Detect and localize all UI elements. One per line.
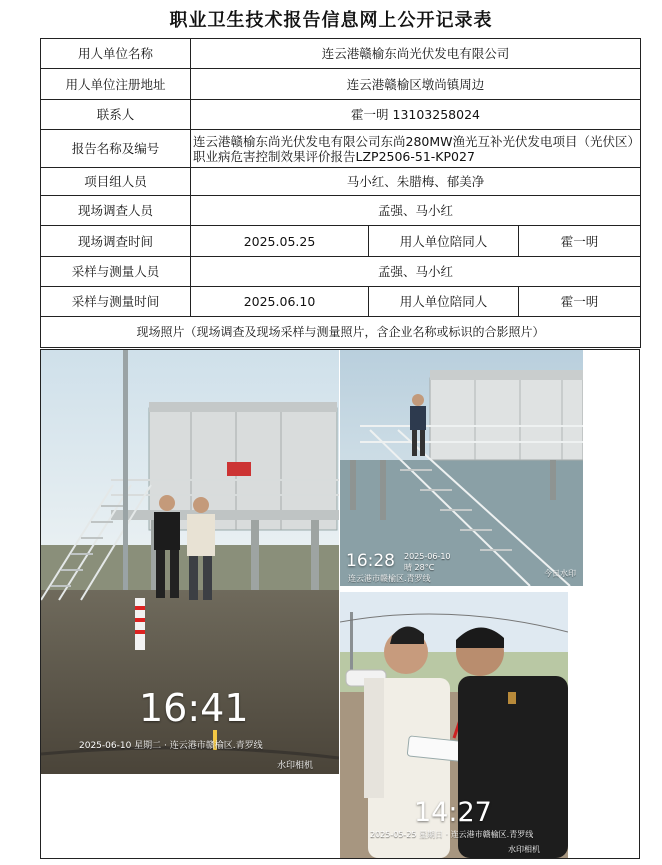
photo-2-date: 2025-06-10: [404, 552, 451, 561]
survey-staff-value: 孟强、马小红: [191, 196, 641, 226]
photo-3-watermark: 水印相机: [508, 845, 540, 854]
table-row: [41, 39, 641, 69]
photo-2-watermark: 今日水印: [544, 569, 576, 578]
table-row: [41, 130, 641, 168]
sampling-escort-value: 霍一明: [519, 287, 641, 317]
photo-1-caption: 2025-06-10 星期二 · 连云港市赣榆区.青罗线: [79, 741, 263, 751]
photo-area: [40, 349, 640, 859]
survey-time-label: 现场调查时间: [41, 226, 191, 257]
team-label: 项目组人员: [41, 168, 191, 196]
contact-label: 联系人: [41, 100, 191, 130]
table-row: [41, 168, 641, 196]
survey-escort-value: 霍一明: [519, 226, 641, 257]
table-row: [41, 196, 641, 226]
site-photo-2: [340, 350, 583, 586]
table-row: [41, 69, 641, 100]
photo-2-location: 连云港市赣榆区.青罗线: [348, 574, 431, 583]
table-row: [41, 287, 641, 317]
photo-3-time: 14:27: [414, 797, 492, 828]
survey-staff-label: 现场调查人员: [41, 196, 191, 226]
photo-1-time: 16:41: [139, 686, 249, 730]
unit-name-label: 用人单位名称: [41, 39, 191, 69]
site-photo-1: [41, 350, 339, 774]
unit-name-value: 连云港赣榆东尚光伏发电有限公司: [191, 39, 641, 69]
report-label: 报告名称及编号: [41, 130, 191, 168]
address-label: 用人单位注册地址: [41, 69, 191, 100]
team-value: 马小红、朱腊梅、郁美净: [191, 168, 641, 196]
page-title: 职业卫生技术报告信息网上公开记录表: [169, 10, 493, 31]
photo-2-weather: 晴 28°C: [404, 563, 435, 572]
photo-3-caption: 2025-05-25 星期日 · 连云港市赣榆区.青罗线: [370, 830, 534, 839]
table-row: [41, 317, 641, 348]
survey-escort-label: 用人单位陪同人: [369, 226, 519, 257]
site-photo-3: [340, 592, 568, 858]
sampling-staff-label: 采样与测量人员: [41, 257, 191, 287]
report-value: 连云港赣榆东尚光伏发电有限公司东尚280MW渔光互补光伏发电项目（光伏区）职业病危害控制效果评价报告LZP2506-51-KP027: [191, 130, 641, 168]
address-value: 连云港赣榆区墩尚镇周边: [191, 69, 641, 100]
contact-value: 霍一明 13103258024: [191, 100, 641, 130]
sampling-staff-value: 孟强、马小红: [191, 257, 641, 287]
sampling-escort-label: 用人单位陪同人: [369, 287, 519, 317]
record-table: [40, 38, 641, 348]
survey-time-value: 2025.05.25: [191, 226, 369, 257]
table-row: [41, 226, 641, 257]
table-row: [41, 100, 641, 130]
photo-2-time: 16:28: [346, 551, 395, 571]
photos-header: 现场照片（现场调查及现场采样与测量照片，含企业名称或标识的合影照片）: [41, 317, 641, 348]
sampling-time-label: 采样与测量时间: [41, 287, 191, 317]
table-row: [41, 257, 641, 287]
sampling-time-value: 2025.06.10: [191, 287, 369, 317]
photo-1-watermark: 水印相机: [277, 761, 314, 771]
